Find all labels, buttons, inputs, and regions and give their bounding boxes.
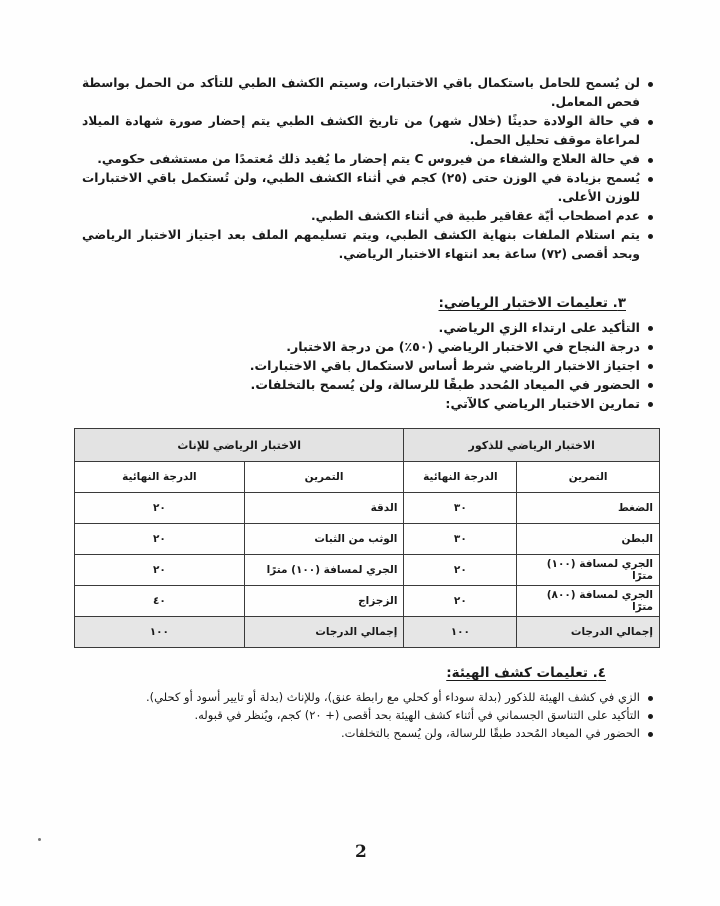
appearance-section-title: ٤. تعليمات كشف الهيئة: bbox=[446, 665, 606, 681]
males-total-value: ١٠٠ bbox=[404, 617, 517, 648]
females-total-value: ١٠٠ bbox=[75, 617, 245, 648]
males-group-header: الاختبار الرياضي للذكور bbox=[404, 429, 660, 462]
page-number: 2 bbox=[355, 842, 367, 862]
appearance-instructions-section bbox=[82, 688, 654, 742]
males-grade-cell: ٢٠ bbox=[404, 586, 517, 617]
males-grade-header: الدرجة النهائية bbox=[404, 462, 517, 493]
females-exercise-cell: الدقة bbox=[244, 493, 404, 524]
males-grade-cell: ٢٠ bbox=[404, 555, 517, 586]
females-exercise-cell: الوثب من الثبات bbox=[244, 524, 404, 555]
females-exercise-cell: الزجزاج bbox=[244, 586, 404, 617]
females-exercise-cell: الجري لمسافة (١٠٠) مترًا bbox=[244, 555, 404, 586]
list-item: التأكيد على التناسق الجسماني في أثناء كشف الهيئة بحد أقصى (+ ٢٠) كجم، ويُنظر في قبوله. bbox=[82, 706, 654, 724]
females-grade-cell: ٢٠ bbox=[75, 493, 245, 524]
list-item: عدم اصطحاب أيّة عقاقير طبية في أثناء الكشف الطبي. bbox=[82, 207, 654, 226]
table-column-header-row bbox=[75, 462, 660, 493]
females-exercise-header: التمرين bbox=[244, 462, 404, 493]
males-exercise-cell: الضغط bbox=[517, 493, 660, 524]
males-exercise-header: التمرين bbox=[517, 462, 660, 493]
list-item: تمارين الاختبار الرياضي كالآتي: bbox=[82, 394, 654, 413]
list-item: اجتياز الاختبار الرياضي شرط أساس لاستكمال باقي الاختبارات. bbox=[82, 356, 654, 375]
scan-speck bbox=[38, 838, 41, 841]
sports-test-table bbox=[74, 428, 660, 648]
list-item: التأكيد على ارتداء الزي الرياضي. bbox=[82, 318, 654, 337]
list-item: يتم استلام الملفات بنهاية الكشف الطبي، ويتم تسليمهم الملف بعد اجتياز الاختبار الرياضي وبحد أقصى (٧٢) ساعة بعد انتهاء الاختبار الرياضي. bbox=[82, 226, 654, 264]
list-item: في حالة الولادة حديثًا (خلال شهر) من تاريخ الكشف الطبي يتم إحضار صورة شهادة الميلاد لمراعاة موقف تحليل الحمل. bbox=[82, 112, 654, 150]
sports-instructions-section bbox=[82, 318, 654, 413]
females-grade-cell: ٢٠ bbox=[75, 555, 245, 586]
list-item: لن يُسمح للحامل باستكمال باقي الاختبارات، وسيتم الكشف الطبي للتأكد من الحمل بواسطة فحص المعامل. bbox=[82, 74, 654, 112]
males-grade-cell: ٣٠ bbox=[404, 493, 517, 524]
sports-instructions-list bbox=[82, 318, 654, 413]
medical-instructions-section bbox=[82, 74, 654, 264]
females-grade-cell: ٢٠ bbox=[75, 524, 245, 555]
females-grade-cell: ٤٠ bbox=[75, 586, 245, 617]
table-row bbox=[75, 493, 660, 524]
males-total-label: إجمالي الدرجات bbox=[517, 617, 660, 648]
table-group-header-row bbox=[75, 429, 660, 462]
list-item: في حالة العلاج والشفاء من فيروس C يتم إحضار ما يُفيد ذلك مُعتمدًا من مستشفى حكومي. bbox=[82, 150, 654, 169]
males-exercise-cell: الجري لمسافة (١٠٠) مترًا bbox=[517, 555, 660, 586]
sports-section-title: ٣. تعليمات الاختبار الرياضي: bbox=[438, 295, 626, 311]
list-item: الحضور في الميعاد المُحدد طبقًا للرسالة، ولن يُسمح بالتخلفات. bbox=[82, 375, 654, 394]
table-row bbox=[75, 524, 660, 555]
females-group-header: الاختبار الرياضي للإناث bbox=[75, 429, 404, 462]
table-row bbox=[75, 586, 660, 617]
males-exercise-cell: البطن bbox=[517, 524, 660, 555]
appearance-instructions-list bbox=[82, 688, 654, 742]
males-grade-cell: ٣٠ bbox=[404, 524, 517, 555]
medical-instructions-list bbox=[82, 74, 654, 264]
list-item: الحضور في الميعاد المُحدد طبقًا للرسالة، ولن يُسمح بالتخلفات. bbox=[82, 724, 654, 742]
table-row bbox=[75, 555, 660, 586]
males-exercise-cell: الجري لمسافة (٨٠٠) مترًا bbox=[517, 586, 660, 617]
table-total-row bbox=[75, 617, 660, 648]
females-total-label: إجمالي الدرجات bbox=[244, 617, 404, 648]
females-grade-header: الدرجة النهائية bbox=[75, 462, 245, 493]
list-item: درجة النجاح في الاختبار الرياضي (٥٠٪) من درجة الاختبار. bbox=[82, 337, 654, 356]
list-item: يُسمح بزيادة في الوزن حتى (٢٥) كجم في أثناء الكشف الطبي، ولن تُستكمل باقي الاختبارات للوزن الأعلى. bbox=[82, 169, 654, 207]
list-item: الزي في كشف الهيئة للذكور (بدلة سوداء أو كحلي مع رابطة عنق)، وللإناث (بدلة أو تايير أسود أو كحلي). bbox=[82, 688, 654, 706]
